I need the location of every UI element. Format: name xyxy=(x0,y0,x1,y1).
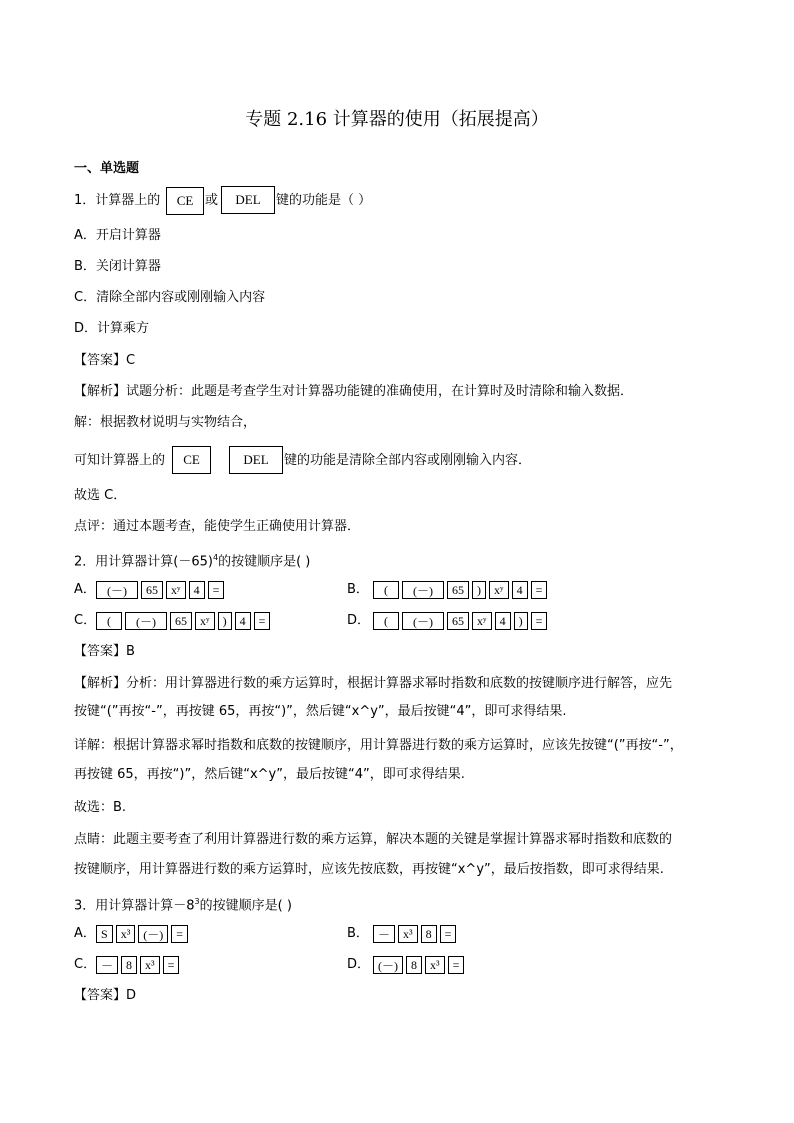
key: － xyxy=(96,956,118,974)
key: S xyxy=(96,925,113,943)
key: x³ xyxy=(425,956,445,974)
q2-stem xyxy=(74,549,310,571)
q1-analysis: 【解析】试题分析：此题是考查学生对计算器功能键的准确使用，在计算时及时清除和输入数据． xyxy=(74,384,634,399)
del-key: DEL xyxy=(221,186,275,214)
key: (－) xyxy=(96,581,138,599)
q2-comment-1: 点睛：此题主要考查了利用计算器进行数的乘方运算，解决本题的关键是掌握计算器求幂时指数和底数的 xyxy=(74,832,673,847)
q2-option-a-keys xyxy=(96,581,224,599)
q3-option-d-keys xyxy=(373,956,464,974)
key: = xyxy=(163,956,180,974)
key: 65 xyxy=(170,612,192,630)
q1-solution-2-post: 键的功能是清除全部内容或刚刚输入内容． xyxy=(284,453,532,468)
key: (－) xyxy=(373,956,403,974)
key: x³ xyxy=(398,925,418,943)
key: ( xyxy=(373,612,399,630)
key: 8 xyxy=(406,956,422,974)
q2-comment-2: 按键顺序，用计算器进行数的乘方运算时，应该先按底数，再按键“x^y”，最后按指数，即可求得结果. xyxy=(74,862,664,877)
q2-label-a: A． xyxy=(74,582,96,597)
key: 8 xyxy=(421,925,437,943)
q1-or: 或 xyxy=(205,193,219,208)
q2-option-b-keys xyxy=(373,581,547,599)
key: ) xyxy=(514,612,528,630)
q3-stem xyxy=(74,893,292,915)
key: x³ xyxy=(116,925,136,943)
q3-option-c-keys xyxy=(96,956,179,974)
key: 65 xyxy=(447,612,469,630)
q2-label-c: C． xyxy=(74,613,97,628)
q2-label-b: B． xyxy=(347,582,369,597)
q2-analysis-2: 按键“(”再按“-”，再按键 65，再按“)”，然后键“x^y”，最后按键“4”，即可求得结果. xyxy=(74,704,567,719)
q2-detail-1: 详解：根据计算器求幂时指数和底数的按键顺序，用计算器进行数的乘方运算时，应该先按键“(”再按“-”， xyxy=(74,738,683,753)
key: (－) xyxy=(402,612,444,630)
q2-answer: 【答案】B xyxy=(74,644,135,659)
q2-option-d-keys xyxy=(373,612,547,630)
key: － xyxy=(373,925,395,943)
key: = xyxy=(448,956,465,974)
key: 4 xyxy=(495,612,511,630)
key: = xyxy=(531,581,548,599)
q2-option-c-keys xyxy=(96,612,270,630)
q2-choose: 故选：B. xyxy=(74,800,127,815)
key: (－) xyxy=(125,612,167,630)
key: = xyxy=(531,612,548,630)
q2-analysis-1: 【解析】分析：用计算器进行数的乘方运算时，根据计算器求幂时指数和底数的按键顺序进行解答，应先 xyxy=(74,676,673,691)
q3-answer: 【答案】D xyxy=(74,988,137,1003)
q1-option-c: C．清除全部内容或刚刚输入内容 xyxy=(74,290,266,305)
q1-answer: 【答案】C xyxy=(74,353,136,368)
key: ) xyxy=(218,612,232,630)
key: 4 xyxy=(512,581,528,599)
q2-label-d: D． xyxy=(347,613,371,628)
q3-label-b: B． xyxy=(347,926,369,941)
key: = xyxy=(171,925,188,943)
key: 4 xyxy=(235,612,251,630)
q3-stem-post: 的按键顺序是( ) xyxy=(199,898,292,914)
q2-stem-exponent: 4 xyxy=(212,553,219,562)
key: = xyxy=(440,925,457,943)
key: 65 xyxy=(141,581,163,599)
q1-option-d: D．计算乘方 xyxy=(74,321,150,336)
q2-stem-text: 2．用计算器计算(－65) xyxy=(74,554,213,570)
q2-stem-post: 的按键顺序是( ) xyxy=(218,554,311,570)
key: xʸ xyxy=(489,581,509,599)
q3-label-c: C． xyxy=(74,957,97,972)
key: 4 xyxy=(189,581,205,599)
q1-option-b: B．关闭计算器 xyxy=(74,259,161,274)
key: 65 xyxy=(447,581,469,599)
key: xʸ xyxy=(195,612,215,630)
key: ( xyxy=(373,581,399,599)
q1-option-a: A．开启计算器 xyxy=(74,228,161,243)
key: 8 xyxy=(121,956,137,974)
page-title: 专题 2.16 计算器的使用（拓展提高） xyxy=(245,109,549,130)
key: = xyxy=(208,581,225,599)
q1-stem-pre: 1．计算器上的 xyxy=(74,193,161,208)
q3-stem-exponent: 3 xyxy=(194,897,200,906)
key: = xyxy=(254,612,271,630)
q3-stem-text: 3．用计算器计算－8 xyxy=(74,898,195,914)
ce-key: CE xyxy=(172,446,211,474)
q3-label-a: A． xyxy=(74,926,96,941)
q2-detail-2: 再按键 65，再按“)”，然后键“x^y”，最后按键“4”，即可求得结果. xyxy=(74,767,465,782)
del-key: DEL xyxy=(229,446,283,474)
q3-option-a-keys xyxy=(96,925,188,943)
q3-option-b-keys xyxy=(373,925,456,943)
key: (－) xyxy=(402,581,444,599)
ce-key: CE xyxy=(166,187,204,215)
key: xʸ xyxy=(472,612,492,630)
key: xʸ xyxy=(166,581,186,599)
q3-label-d: D． xyxy=(347,957,371,972)
key: ( xyxy=(96,612,122,630)
q1-solution-1: 解：根据教材说明与实物结合， xyxy=(74,415,257,430)
section-heading: 一、单选题 xyxy=(74,161,140,176)
q1-choose: 故选 C． xyxy=(74,488,127,503)
q1-solution-2-pre: 可知计算器上的 xyxy=(74,453,166,468)
q1-comment: 点评：通过本题考查，能使学生正确使用计算器． xyxy=(74,519,361,534)
key: (－) xyxy=(138,925,168,943)
q1-stem-post: 键的功能是（ ） xyxy=(276,193,372,208)
key: x³ xyxy=(140,956,160,974)
key: ) xyxy=(472,581,486,599)
